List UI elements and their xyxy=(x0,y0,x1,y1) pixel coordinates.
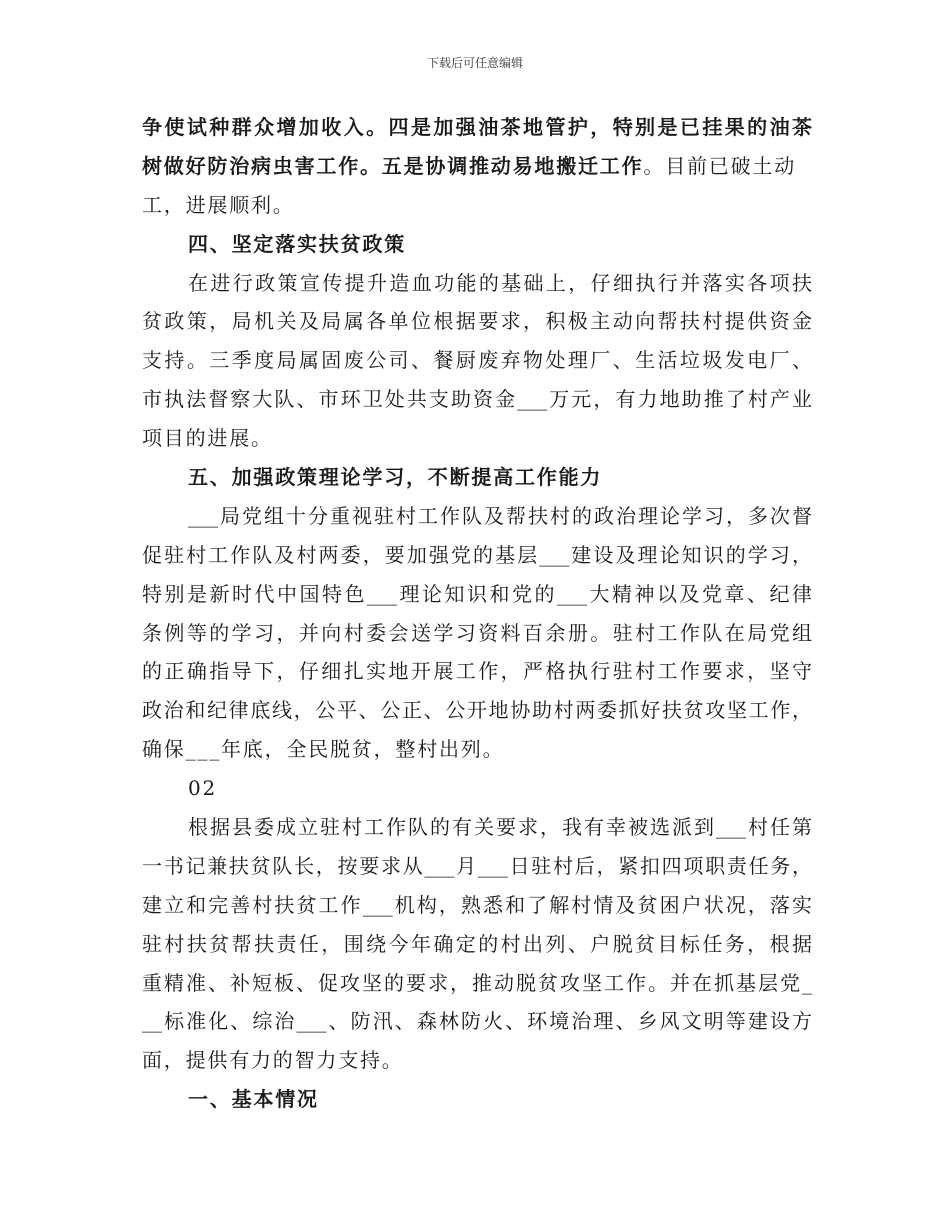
normal-text: 。目前已破土动 xyxy=(643,153,797,178)
paragraph-line: 一书记兼扶贫队长，按要求从___月___日驻村后，紧扣四项职责任务， xyxy=(142,853,812,878)
paragraph-line: 的正确指导下，仔细扎实地开展工作，严格执行驻村工作要求，坚守 xyxy=(142,659,812,684)
paragraph-line: 特别是新时代中国特色___理论知识和党的___大精神以及党章、纪律 xyxy=(142,581,812,606)
document-body xyxy=(142,108,812,1119)
bold-text: 树做好防治病虫害工作。五是协调推动易地搬迁工作 xyxy=(142,153,644,178)
paragraph-line: 贫政策，局机关及局属各单位根据要求，积极主动向帮扶村提供资金 xyxy=(142,309,812,334)
section-heading: 五、加强政策理论学习，不断提高工作能力 xyxy=(188,465,603,490)
paragraph-line: 项目的进展。 xyxy=(142,426,273,451)
paragraph-line: 在进行政策宣传提升造血功能的基础上，仔细执行并落实各项扶 xyxy=(188,270,812,295)
paragraph-line: 市执法督察大队、市环卫处共支助资金___万元，有力地助推了村产业 xyxy=(142,387,812,412)
paragraph-line: 重精准、补短板、促攻坚的要求，推动脱贫攻坚工作。并在抓基层党_ xyxy=(142,970,812,995)
paragraph-line: 面，提供有力的智力支持。 xyxy=(142,1048,404,1073)
paragraph-line: 条例等的学习，并向村委会送学习资料百余册。驻村工作队在局党组 xyxy=(142,620,812,645)
paragraph-line: 工，进展顺利。 xyxy=(142,192,295,217)
paragraph-line: 根据县委成立驻村工作队的有关要求，我有幸被选派到___村任第 xyxy=(188,815,812,840)
section-number: 02 xyxy=(188,776,218,801)
section-heading: 四、坚定落实扶贫政策 xyxy=(188,231,406,256)
paragraph-line: 支持。三季度局属固废公司、餐厨废弃物处理厂、生活垃圾发电厂、 xyxy=(142,348,812,373)
paragraph-line: 争使试种群众增加收入。四是加强油茶地管护，特别是已挂果的油茶 xyxy=(142,115,812,139)
paragraph-line: __标准化、综治___、防汛、森林防火、环境治理、乡风文明等建设方 xyxy=(142,1009,812,1034)
paragraph-line: 驻村扶贫帮扶责任，围绕今年确定的村出列、户脱贫目标任务，根据 xyxy=(142,931,812,956)
paragraph-line xyxy=(142,147,812,186)
page-header-note: 下载后可任意编辑 xyxy=(426,56,523,70)
paragraph-line: 促驻村工作队及村两委，要加强党的基层___建设及理论知识的学习， xyxy=(142,542,812,567)
section-heading: 一、基本情况 xyxy=(188,1087,319,1112)
paragraph-line: ___局党组十分重视驻村工作队及帮扶村的政治理论学习，多次督 xyxy=(188,503,812,528)
paragraph-line: 确保___年底，全民脱贫，整村出列。 xyxy=(142,737,505,762)
paragraph-line: 建立和完善村扶贫工作___机构，熟悉和了解村情及贫困户状况，落实 xyxy=(142,892,812,917)
paragraph-line: 政治和纪律底线，公平、公正、公开地协助村两委抓好扶贫攻坚工作， xyxy=(142,698,812,723)
